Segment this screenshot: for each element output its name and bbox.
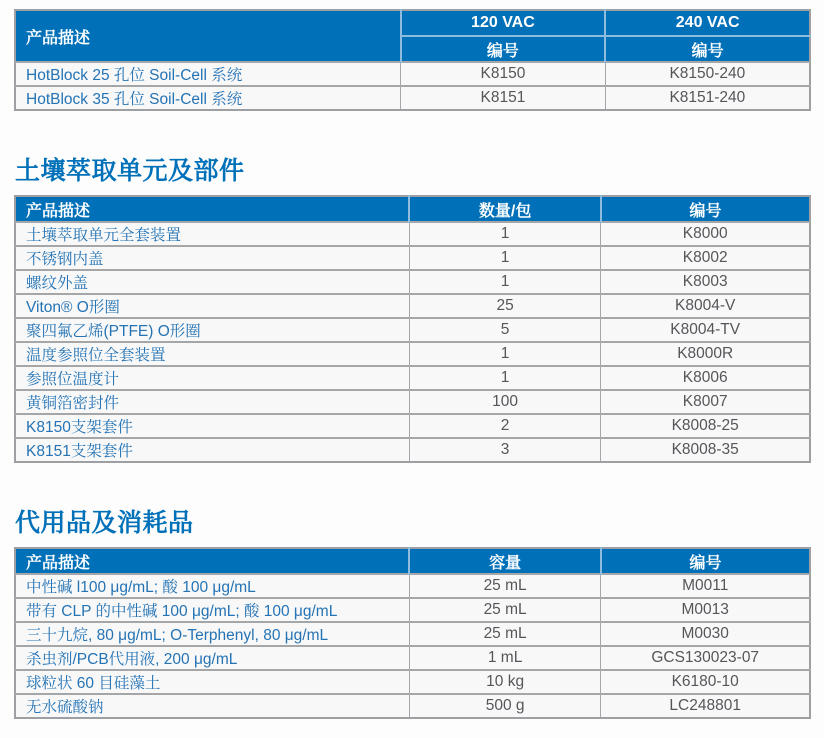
section-heading-soil-extraction: 土壤萃取单元及部件 xyxy=(15,157,245,185)
table-row xyxy=(15,414,810,438)
section-heading-consumables: 代用品及消耗品 xyxy=(15,509,194,537)
product-desc-cell: K8151支架套件 xyxy=(15,438,409,462)
qty-cell: 1 xyxy=(409,222,601,246)
product-desc-cell: 杀虫剂/PCB代用液, 200 μg/mL xyxy=(15,646,409,670)
header-120vac: 120 VAC xyxy=(401,10,606,36)
soil-extraction-parts-table xyxy=(14,195,811,463)
part-number-cell: K8000R xyxy=(601,342,810,366)
header-row xyxy=(15,548,810,574)
table-row xyxy=(15,670,810,694)
header-part-number-120: 编号 xyxy=(401,36,606,62)
product-desc-cell: Viton® O形圈 xyxy=(15,294,409,318)
table-row xyxy=(15,342,810,366)
qty-cell: 1 xyxy=(409,246,601,270)
volume-cell: 500 g xyxy=(409,694,601,718)
table-row xyxy=(15,222,810,246)
product-desc-cell: 黄铜箔密封件 xyxy=(15,390,409,414)
header-part-number-240: 编号 xyxy=(605,36,810,62)
table-row xyxy=(15,86,810,110)
product-desc-cell: 球粒状 60 目硅藻土 xyxy=(15,670,409,694)
part-number-cell: K8003 xyxy=(601,270,810,294)
part-number-cell: K8008-25 xyxy=(601,414,810,438)
table-row xyxy=(15,694,810,718)
part-number-cell: K8004-TV xyxy=(601,318,810,342)
part-number-cell: K8006 xyxy=(601,366,810,390)
part-number-cell: K8151 xyxy=(401,86,606,110)
qty-cell: 5 xyxy=(409,318,601,342)
table-row xyxy=(15,438,810,462)
table-row xyxy=(15,270,810,294)
part-number-cell: LC248801 xyxy=(601,694,810,718)
part-number-cell: K8004-V xyxy=(601,294,810,318)
volume-cell: 25 mL xyxy=(409,598,601,622)
qty-cell: 3 xyxy=(409,438,601,462)
table-row xyxy=(15,62,810,86)
part-number-cell: K8150-240 xyxy=(605,62,810,86)
product-desc-cell: 中性碱 l100 μg/mL; 酸 100 μg/mL xyxy=(15,574,409,598)
header-row-voltage xyxy=(15,10,810,36)
table-row xyxy=(15,390,810,414)
qty-cell: 2 xyxy=(409,414,601,438)
header-product-description: 产品描述 xyxy=(15,10,401,62)
header-240vac: 240 VAC xyxy=(605,10,810,36)
table-row xyxy=(15,574,810,598)
part-number-cell: K6180-10 xyxy=(601,670,810,694)
product-desc-cell: K8150支架套件 xyxy=(15,414,409,438)
product-desc-cell: 三十九烷, 80 μg/mL; O-Terphenyl, 80 μg/mL xyxy=(15,622,409,646)
part-number-cell: GCS130023-07 xyxy=(601,646,810,670)
part-number-cell: K8151-240 xyxy=(605,86,810,110)
table-row xyxy=(15,598,810,622)
qty-cell: 1 xyxy=(409,366,601,390)
product-desc-cell: 不锈钢内盖 xyxy=(15,246,409,270)
part-number-cell: K8002 xyxy=(601,246,810,270)
header-product-description: 产品描述 xyxy=(15,196,409,222)
table-row xyxy=(15,622,810,646)
part-number-cell: K8008-35 xyxy=(601,438,810,462)
table-row xyxy=(15,318,810,342)
part-number-cell: M0011 xyxy=(601,574,810,598)
qty-cell: 1 xyxy=(409,342,601,366)
part-number-cell: M0030 xyxy=(601,622,810,646)
header-qty-per-pack: 数量/包 xyxy=(409,196,601,222)
product-desc-cell: HotBlock 25 孔位 Soil-Cell 系统 xyxy=(15,62,401,86)
product-desc-cell: 螺纹外盖 xyxy=(15,270,409,294)
table-row xyxy=(15,366,810,390)
volume-cell: 10 kg xyxy=(409,670,601,694)
part-number-cell: M0013 xyxy=(601,598,810,622)
table-row xyxy=(15,646,810,670)
table-row xyxy=(15,294,810,318)
header-row xyxy=(15,196,810,222)
header-volume: 容量 xyxy=(409,548,601,574)
header-part-number: 编号 xyxy=(601,548,810,574)
volume-cell: 25 mL xyxy=(409,574,601,598)
volume-cell: 25 mL xyxy=(409,622,601,646)
product-desc-cell: 聚四氟乙烯(PTFE) O形圈 xyxy=(15,318,409,342)
header-product-description: 产品描述 xyxy=(15,548,409,574)
part-number-cell: K8007 xyxy=(601,390,810,414)
hotblock-systems-table xyxy=(14,9,811,111)
consumables-table xyxy=(14,547,811,719)
qty-cell: 25 xyxy=(409,294,601,318)
part-number-cell: K8000 xyxy=(601,222,810,246)
table-row xyxy=(15,246,810,270)
product-desc-cell: HotBlock 35 孔位 Soil-Cell 系统 xyxy=(15,86,401,110)
product-desc-cell: 土壤萃取单元全套装置 xyxy=(15,222,409,246)
volume-cell: 1 mL xyxy=(409,646,601,670)
product-desc-cell: 温度参照位全套装置 xyxy=(15,342,409,366)
product-desc-cell: 无水硫酸钠 xyxy=(15,694,409,718)
header-part-number: 编号 xyxy=(601,196,810,222)
product-desc-cell: 参照位温度计 xyxy=(15,366,409,390)
product-desc-cell: 带有 CLP 的中性碱 100 μg/mL; 酸 100 μg/mL xyxy=(15,598,409,622)
qty-cell: 100 xyxy=(409,390,601,414)
part-number-cell: K8150 xyxy=(401,62,606,86)
qty-cell: 1 xyxy=(409,270,601,294)
